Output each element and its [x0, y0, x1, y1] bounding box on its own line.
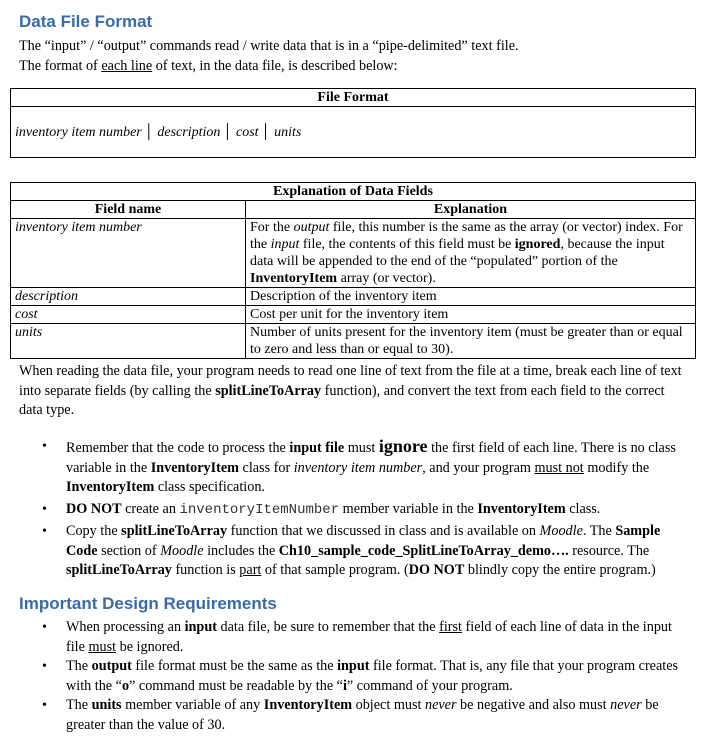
intro-line-2: The format of each line of text, in the data file, is described below:	[19, 57, 398, 74]
reading-paragraph: When reading the data file, your program needs to read one line of text from the file at a time, break each line of text into separate fields (by calling the splitLineToArray function), and convert the text from each field to the correct data type.	[19, 363, 682, 418]
list-item: • When processing an input data file, be sure to remember that the first field of each line of data in the input file must be ignored.	[42, 619, 672, 655]
intro-line-1: The “input” / “output” commands read / write data that is in a “pipe-delimited” text file.	[19, 38, 519, 54]
bullet-icon: •	[42, 439, 47, 454]
list-item: • Copy the splitLineToArray function that we discussed in class and is available on Moodle. The Sample Code section of Moodle includes the Ch10_sample_code_SplitLineToArray_demo…. resource. The splitLineToArray function is part of that sample program. (DO NOT blindly copy the entire program.)	[42, 523, 661, 578]
col-explanation: Explanation	[246, 201, 696, 219]
file-format-header: File Format	[11, 89, 696, 107]
list-item: • Remember that the code to process the input file must ignore the first field of each line. There is no class variable in the InventoryItem class for inventory item number, and your program must not modify the InventoryItem class specification.	[42, 436, 676, 495]
explanation-cell: Description of the inventory item	[246, 288, 696, 306]
explanation-cell: For the output file, this number is the same as the array (or vector) index. For the input file, the contents of this field must be ignored, because the input data will be appended to the end of the “populated” portion of the InventoryItem array (or vector).	[246, 219, 696, 288]
file-format-line: inventory item number │ description │ cost │ units	[11, 107, 696, 158]
section-heading-design-requirements: Important Design Requirements	[19, 594, 277, 613]
field-name-cell: cost	[11, 306, 246, 324]
field-name-cell: units	[11, 324, 246, 359]
table-row	[11, 219, 696, 288]
intro-paragraph	[19, 37, 699, 76]
explanation-cell: Cost per unit for the inventory item	[246, 306, 696, 324]
file-format-table	[10, 88, 696, 158]
col-field-name: Field name	[11, 201, 246, 219]
list-item: • DO NOT create an inventoryItemNumber member variable in the InventoryItem class.	[42, 500, 601, 518]
table-row	[11, 306, 696, 324]
fields-table-title: Explanation of Data Fields	[11, 183, 696, 201]
field-name-cell: inventory item number	[11, 219, 246, 288]
bullet-icon: •	[42, 698, 47, 713]
explanation-cell: Number of units present for the inventory item (must be greater than or equal to zero and less than or equal to 30).	[246, 324, 696, 359]
bullet-icon: •	[42, 620, 47, 635]
table-row	[11, 324, 696, 359]
section-heading-data-file-format: Data File Format	[19, 12, 153, 31]
bullet-icon: •	[42, 659, 47, 674]
list-item: • The units member variable of any InventoryItem object must never be negative and also must never be greater than the value of 30.	[42, 697, 659, 733]
requirements-list-2	[0, 618, 700, 735]
fields-table	[10, 182, 696, 359]
bullet-icon: •	[42, 524, 47, 539]
table-row	[11, 288, 696, 306]
field-name-cell: description	[11, 288, 246, 306]
bullet-icon: •	[42, 501, 47, 517]
requirements-list-1	[0, 437, 700, 581]
list-item: • The output file format must be the same as the input file format. That is, any file that your program creates with the “o” command must be readable by the “i” command of your program.	[42, 658, 679, 694]
